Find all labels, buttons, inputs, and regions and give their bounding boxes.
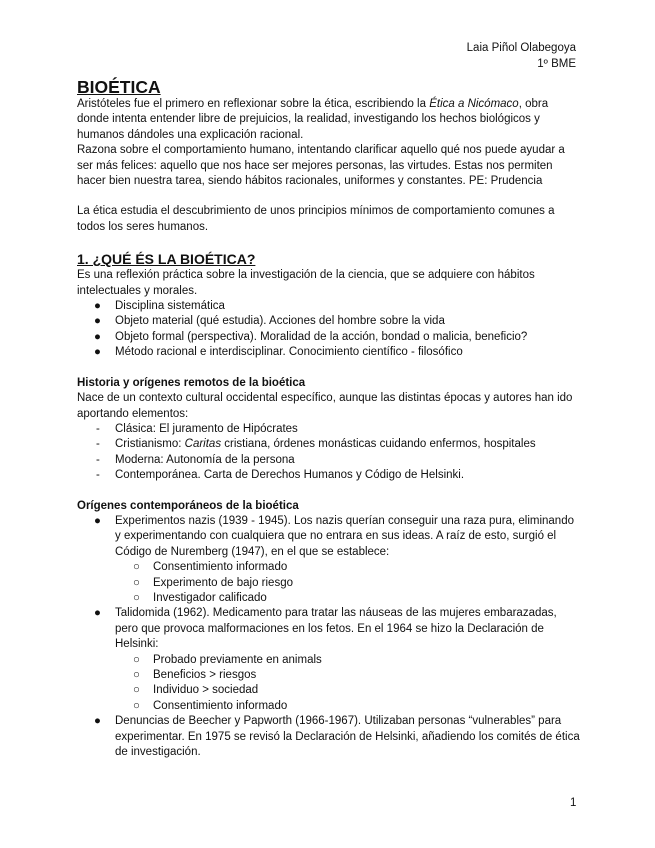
intro-p1-after: , obra donde intenta entender libre de prejuicios, la realidad, investigando los hechos biológicos y humanos dándoles una explicación racional. bbox=[77, 98, 549, 141]
dash-marker: - bbox=[96, 422, 100, 435]
circle-bullet-icon: ○ bbox=[133, 653, 140, 666]
history-text: Nace de un contexto cultural occidental específico, aunque las distintas épocas y autores han ido aportando elementos: bbox=[77, 392, 573, 420]
dash-marker: - bbox=[96, 438, 100, 451]
circle-bullet-icon: ○ bbox=[133, 699, 140, 712]
history-heading: Historia y orígenes remotos de la bioética bbox=[77, 376, 306, 389]
page-header bbox=[467, 40, 576, 72]
sub-list bbox=[115, 653, 582, 715]
document-body bbox=[77, 77, 582, 760]
list-item: ● Denuncias de Beecher y Papworth (1966-1967). Utilizaban personas “vulnerables” para experimentar. En 1975 se revisó la Declaración de Helsinki, añadiendo los comités de ética de investigación. bbox=[94, 715, 580, 759]
sub-list bbox=[115, 560, 582, 606]
list-item: ● Experimentos nazis (1939 - 1945). Los nazis querían conseguir una raza pura, eliminando y experimentando con cualquiera que no entrara en sus ideas. A raíz de esto, surgió el Código de Nuremberg (1947), en el que se establece: ○ Consentimiento informado ○ Experimento de bajo riesgo ○ Investigador calificado bbox=[77, 514, 582, 606]
sub-list-item: ○ Beneficios > riesgos bbox=[115, 668, 582, 683]
sub-list-item: ○ Probado previamente en animals bbox=[115, 653, 582, 668]
intro-paragraph-2: Razona sobre el comportamiento humano, intentando clarificar aquello qué nos puede ayudar a ser más felices: aquello que nos hace ser mejores personas, las virtudes. Estas nos permiten hacer bien nuestra tarea, siendo hábitos racionales, uniformes y constantes. PE: Prudencia bbox=[77, 144, 565, 188]
circle-bullet-icon: ○ bbox=[133, 684, 140, 697]
list-item: - Clásica: El juramento de Hipócrates bbox=[77, 422, 582, 437]
bullet-icon: ● bbox=[94, 346, 101, 359]
bullet-icon: ● bbox=[94, 315, 101, 328]
sub-list-item: ○ Experimento de bajo riesgo bbox=[115, 576, 582, 591]
circle-bullet-icon: ○ bbox=[133, 591, 140, 604]
bullet-icon: ● bbox=[94, 715, 101, 728]
sub-list-item: ○ Individuo > sociedad bbox=[115, 683, 582, 698]
author-name: Laia Piñol Olabegoya bbox=[466, 42, 576, 54]
bullet-icon: ● bbox=[94, 607, 101, 620]
origins-heading: Orígenes contemporáneos de la bioética bbox=[77, 499, 299, 512]
intro-paragraph-1 bbox=[77, 97, 582, 143]
section-1-text: Es una reflexión práctica sobre la investigación de la ciencia, que se adquiere con hábitos intelectuales y morales. bbox=[77, 269, 535, 297]
sub-list-item: ○ Consentimiento informado bbox=[115, 560, 582, 575]
bullet-icon: ● bbox=[94, 514, 101, 527]
circle-bullet-icon: ○ bbox=[133, 576, 140, 589]
sub-list-item: ○ Consentimiento informado bbox=[115, 699, 582, 714]
page-number: 1 bbox=[570, 797, 577, 809]
list-item: - Moderna: Autonomía de la persona bbox=[77, 453, 582, 468]
bullet-icon: ● bbox=[94, 330, 101, 343]
list-item: ● Objeto material (qué estudia). Acciones del hombre sobre la vida bbox=[77, 314, 582, 329]
section-1-heading: 1. ¿QUÉ ÉS LA BIOÉTICA? bbox=[77, 251, 256, 268]
list-item: - Cristianismo: Caritas cristiana, órdenes monásticas cuidando enfermos, hospitales bbox=[77, 437, 582, 452]
intro-p1-before: Aristóteles fue el primero en reflexionar sobre la ética, escribiendo la bbox=[77, 98, 430, 110]
bullet-icon: ● bbox=[94, 300, 101, 313]
list-item: - Contemporánea. Carta de Derechos Humanos y Código de Helsinki. bbox=[77, 468, 582, 483]
dash-marker: - bbox=[96, 453, 100, 466]
dash-marker: - bbox=[96, 469, 100, 482]
document-title: BIOÉTICA bbox=[77, 77, 161, 97]
book-title: Ética a Nicómaco bbox=[429, 98, 519, 110]
list-item: ● Objeto formal (perspectiva). Moralidad de la acción, bondad o malicia, beneficio? bbox=[77, 330, 582, 345]
circle-bullet-icon: ○ bbox=[133, 669, 140, 681]
history-list bbox=[77, 422, 582, 484]
circle-bullet-icon: ○ bbox=[133, 561, 140, 574]
sub-list-item: ○ Investigador calificado bbox=[115, 591, 582, 606]
origins-list bbox=[77, 514, 582, 761]
intro-paragraph-3: La ética estudia el descubrimiento de unos principios mínimos de comportamiento comunes a todos los seres humanos. bbox=[77, 205, 555, 233]
course-label: 1º BME bbox=[537, 58, 576, 70]
section-1-list bbox=[77, 299, 582, 361]
list-item: ● Talidomida (1962). Medicamento para tratar las náuseas de las mujeres embarazadas, pero que provoca malformaciones en los fetos. En el 1964 se hizo la Declaración de Helsinki: ○ Probado previamente en animals ○ Beneficios > riesgos ○ Individuo > sociedad ○ Consentimiento informado bbox=[77, 606, 582, 714]
list-item: ● Método racional e interdisciplinar. Conocimiento científico - filosófico bbox=[77, 345, 582, 360]
list-item: ● Disciplina sistemática bbox=[77, 299, 582, 314]
